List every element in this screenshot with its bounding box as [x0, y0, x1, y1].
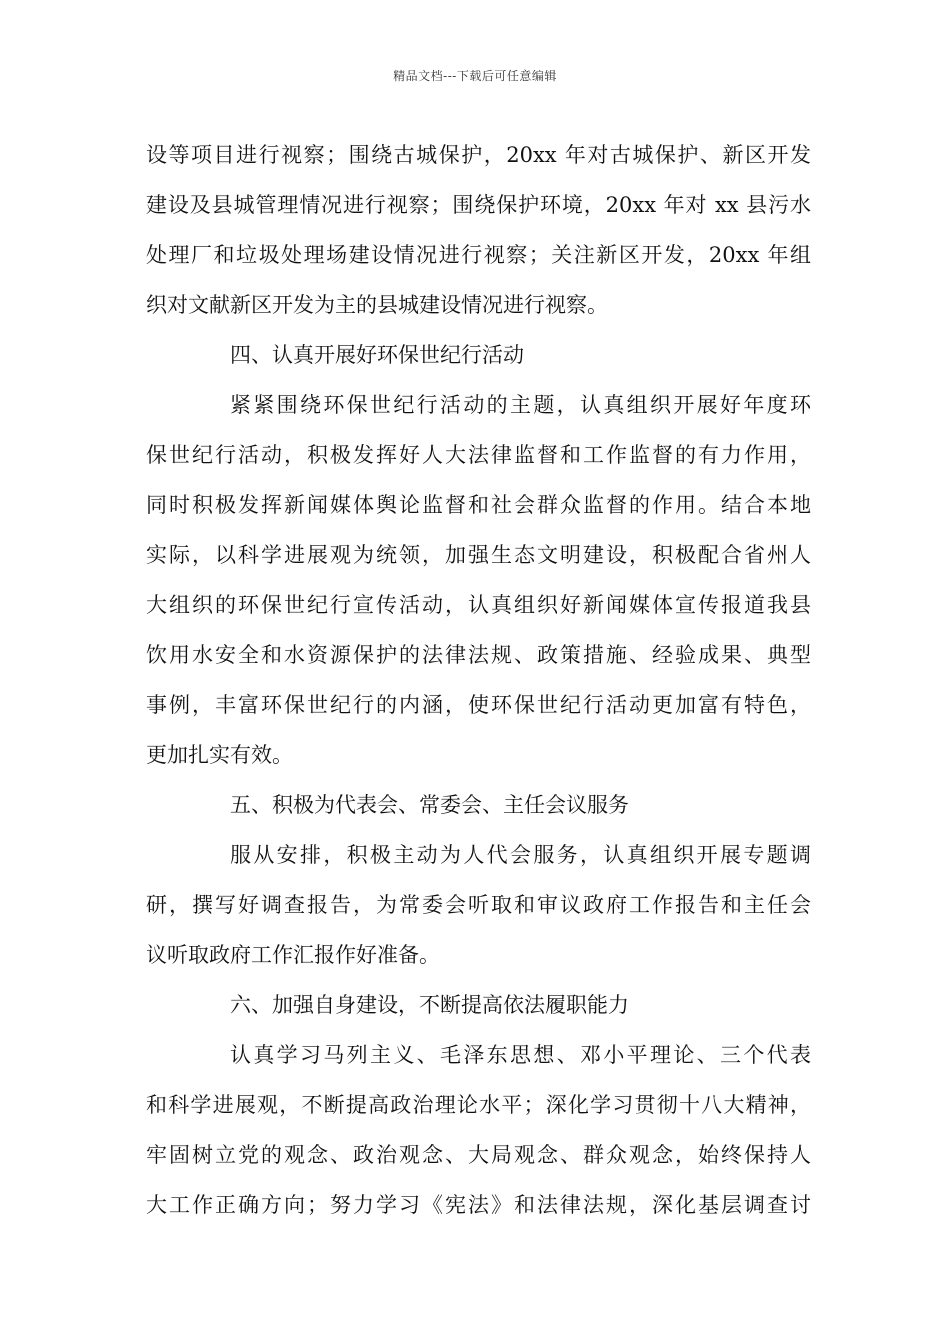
text-line: 更加扎实有效。 [146, 743, 293, 767]
text-line: 服从安排，积极主动为人代会服务，认真组织开展专题调 [230, 843, 811, 867]
page-header: 精品文档---下载后可任意编辑 [393, 69, 557, 83]
text-line: 认真学习马列主义、毛泽东思想、邓小平理论、三个代表 [230, 1043, 811, 1067]
text-line: 议听取政府工作汇报作好准备。 [146, 943, 440, 967]
text-line: 和科学进展观，不断提高政治理论水平；深化学习贯彻十八大精神， [146, 1093, 811, 1117]
text-line: 牢固树立党的观念、政治观念、大局观念、群众观念，始终保持人 [146, 1143, 811, 1167]
document-body [146, 130, 811, 1230]
text-line: 饮用水安全和水资源保护的法律法规、政策措施、经验成果、典型 [146, 643, 811, 667]
section-heading: 五、积极为代表会、常委会、主任会议服务 [230, 793, 629, 817]
text-line: 大工作正确方向；努力学习《宪法》和法律法规，深化基层调查讨 [146, 1193, 811, 1217]
section-heading: 六、加强自身建设，不断提高依法履职能力 [230, 993, 629, 1017]
text-line: 建设及县城管理情况进行视察；围绕保护环境，20xx 年对 xx 县污水 [146, 193, 811, 217]
text-line: 紧紧围绕环保世纪行活动的主题，认真组织开展好年度环 [230, 393, 811, 417]
text-line: 处理厂和垃圾处理场建设情况进行视察；关注新区开发，20xx 年组 [146, 243, 811, 267]
text-line: 织对文献新区开发为主的县城建设情况进行视察。 [146, 293, 608, 317]
text-line: 实际，以科学进展观为统领，加强生态文明建设，积极配合省州人 [146, 543, 811, 567]
text-line: 研，撰写好调查报告，为常委会听取和审议政府工作报告和主任会 [146, 893, 811, 917]
section-heading: 四、认真开展好环保世纪行活动 [230, 343, 524, 367]
text-line: 同时积极发挥新闻媒体舆论监督和社会群众监督的作用。结合本地 [146, 493, 811, 517]
text-line: 设等项目进行视察；围绕古城保护，20xx 年对古城保护、新区开发 [146, 143, 811, 167]
text-line: 保世纪行活动，积极发挥好人大法律监督和工作监督的有力作用， [146, 443, 811, 467]
text-line: 事例，丰富环保世纪行的内涵，使环保世纪行活动更加富有特色， [146, 693, 811, 717]
text-line: 大组织的环保世纪行宣传活动，认真组织好新闻媒体宣传报道我县 [146, 593, 811, 617]
